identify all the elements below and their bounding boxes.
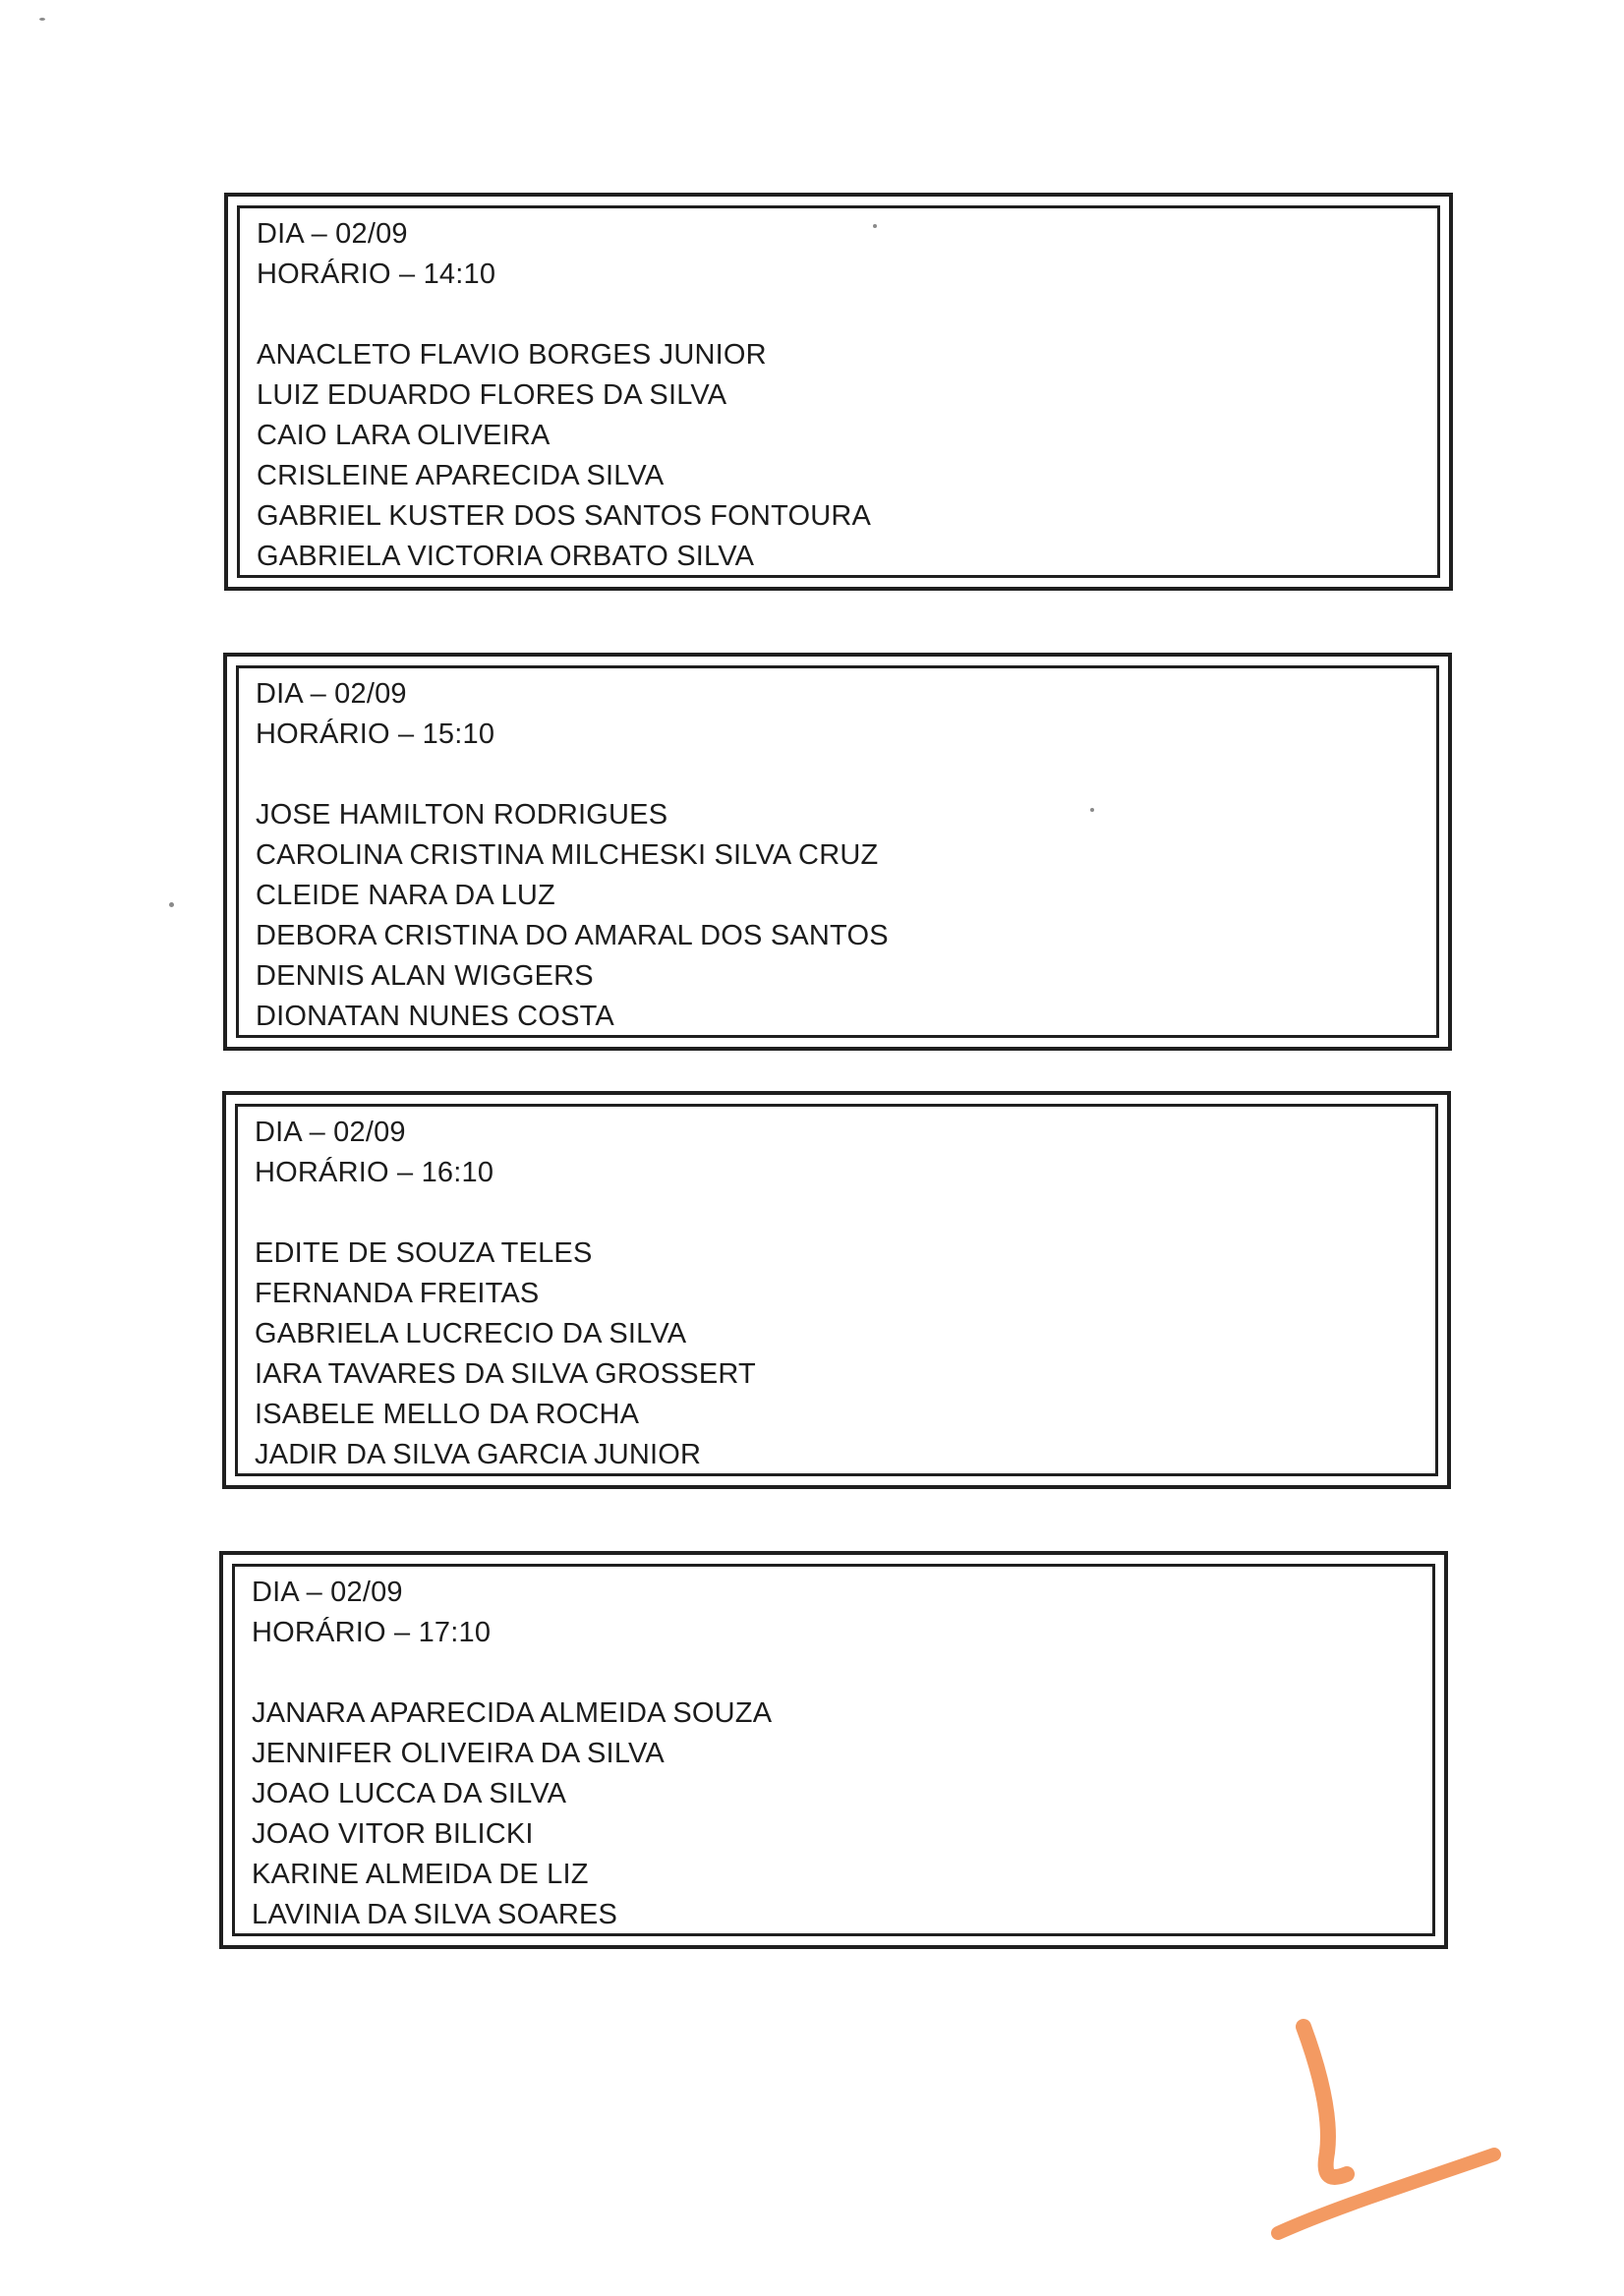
- name-entry: CLEIDE NARA DA LUZ: [256, 880, 555, 911]
- day-label: DIA – 02/09: [252, 1577, 403, 1608]
- name-entry: JOAO LUCCA DA SILVA: [252, 1778, 567, 1809]
- name-entry: CRISLEINE APARECIDA SILVA: [257, 460, 665, 491]
- day-label: DIA – 02/09: [256, 678, 407, 710]
- schedule-block-3: [222, 1091, 1451, 1489]
- schedule-block-4: [219, 1551, 1448, 1949]
- name-entry: GABRIEL KUSTER DOS SANTOS FONTOURA: [257, 500, 872, 532]
- schedule-block-inner: [237, 205, 1440, 578]
- scan-speck: [1090, 808, 1094, 812]
- schedule-block-inner: [235, 1104, 1438, 1476]
- name-entry: CAIO LARA OLIVEIRA: [257, 420, 551, 451]
- time-label: HORÁRIO – 15:10: [256, 718, 495, 750]
- name-entry: DENNIS ALAN WIGGERS: [256, 960, 594, 992]
- name-entry: KARINE ALMEIDA DE LIZ: [252, 1859, 589, 1890]
- name-entry: DIONATAN NUNES COSTA: [256, 1001, 614, 1032]
- scan-speck: [873, 224, 877, 228]
- name-entry: IARA TAVARES DA SILVA GROSSERT: [255, 1358, 756, 1390]
- name-entry: JANARA APARECIDA ALMEIDA SOUZA: [252, 1697, 773, 1729]
- schedule-block-inner: [232, 1564, 1435, 1936]
- schedule-block-inner: [236, 665, 1439, 1038]
- schedule-block-2: [223, 653, 1452, 1051]
- spacer: [252, 1653, 1432, 1693]
- name-entry: JENNIFER OLIVEIRA DA SILVA: [252, 1738, 665, 1769]
- scan-speck: [169, 902, 174, 907]
- name-entry: JOAO VITOR BILICKI: [252, 1818, 534, 1850]
- scan-speck: [39, 18, 45, 21]
- time-label: HORÁRIO – 17:10: [252, 1617, 492, 1648]
- name-entry: DEBORA CRISTINA DO AMARAL DOS SANTOS: [256, 920, 889, 951]
- spacer: [255, 1193, 1435, 1234]
- name-entry: JOSE HAMILTON RODRIGUES: [256, 799, 668, 831]
- name-entry: EDITE DE SOUZA TELES: [255, 1237, 593, 1269]
- name-entry: ANACLETO FLAVIO BORGES JUNIOR: [257, 339, 767, 371]
- time-label: HORÁRIO – 16:10: [255, 1157, 494, 1188]
- day-label: DIA – 02/09: [255, 1117, 406, 1148]
- name-entry: CAROLINA CRISTINA MILCHESKI SILVA CRUZ: [256, 839, 879, 871]
- name-entry: LUIZ EDUARDO FLORES DA SILVA: [257, 379, 727, 411]
- name-entry: ISABELE MELLO DA ROCHA: [255, 1399, 640, 1430]
- schedule-block-1: [224, 193, 1453, 591]
- name-entry: JADIR DA SILVA GARCIA JUNIOR: [255, 1439, 702, 1470]
- name-entry: LAVINIA DA SILVA SOARES: [252, 1899, 618, 1930]
- spacer: [256, 755, 1436, 795]
- spacer: [257, 295, 1437, 335]
- name-entry: GABRIELA VICTORIA ORBATO SILVA: [257, 541, 755, 572]
- day-label: DIA – 02/09: [257, 218, 408, 250]
- name-entry: GABRIELA LUCRECIO DA SILVA: [255, 1318, 687, 1349]
- name-entry: FERNANDA FREITAS: [255, 1278, 540, 1309]
- time-label: HORÁRIO – 14:10: [257, 258, 496, 290]
- handwritten-mark-icon: [1258, 2005, 1514, 2251]
